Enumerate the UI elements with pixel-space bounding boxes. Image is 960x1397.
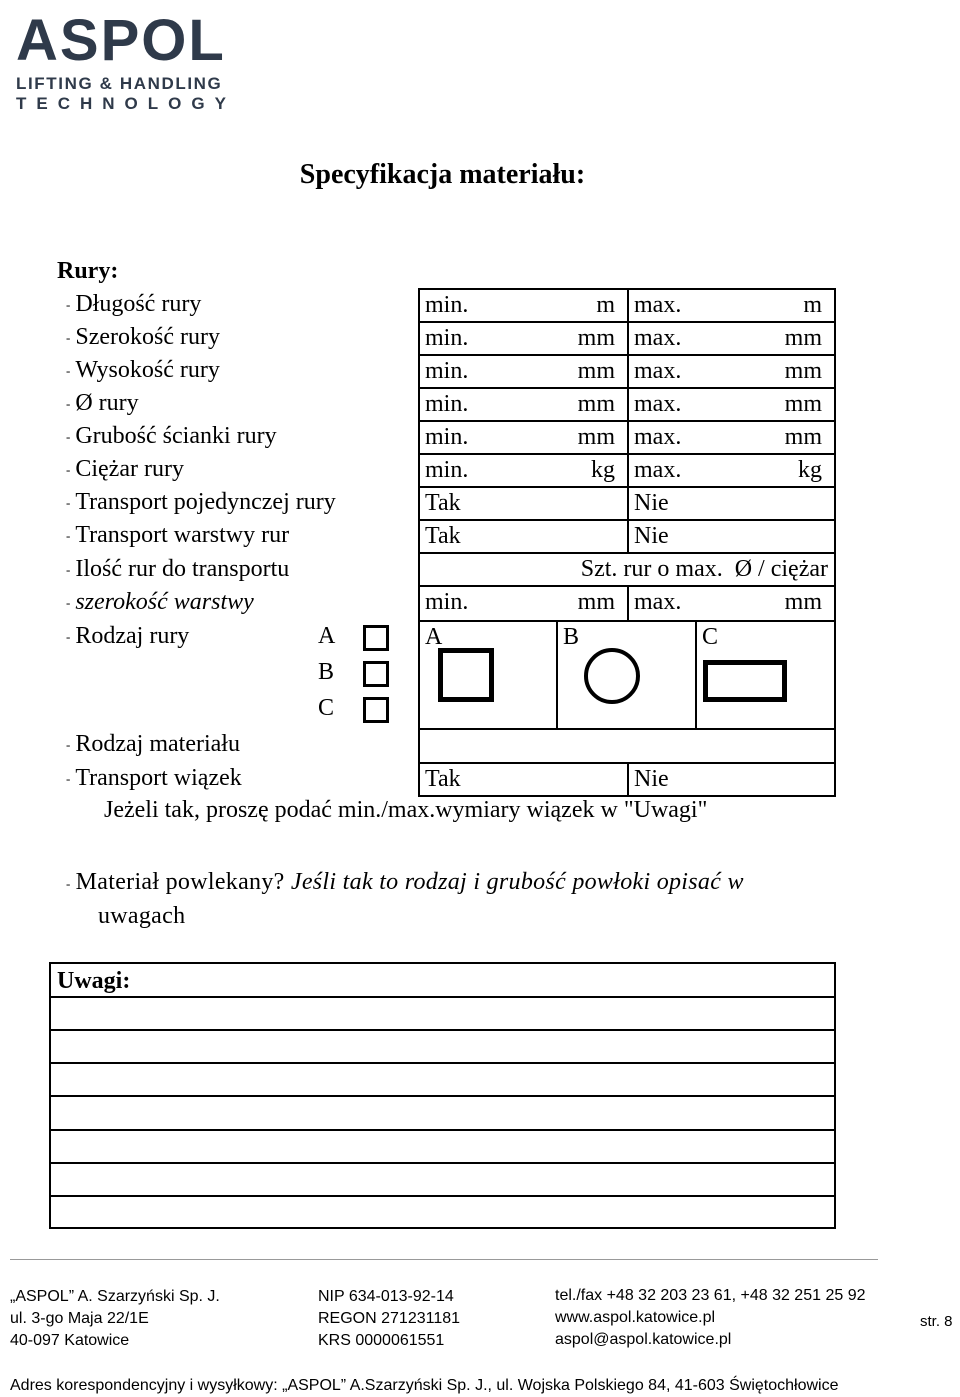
logo-tagline-2: TECHNOLOGY [16, 94, 236, 113]
footer-address: Adres korespondencyjny i wysyłkowy: „ASPOL” A.Szarzyński Sp. J., ul. Wojska Polskiego 84, 41-603 Świętochłowice [10, 1377, 839, 1394]
rectangle-shape-icon [703, 660, 787, 702]
transport-single-yes[interactable]: Tak [418, 486, 629, 521]
row-label-wysokosc: - Wysokość rury [66, 357, 220, 383]
logo-aspol: ASPOL [16, 8, 226, 73]
circle-shape-icon [584, 648, 640, 704]
square-shape-icon [438, 648, 494, 702]
uwagi-line [51, 1062, 834, 1064]
footer-phone: tel./fax +48 32 203 23 61, +48 32 251 25 92 [555, 1287, 866, 1304]
shape-letter-b: B [563, 624, 580, 650]
pipe-type-option-a-label: A [318, 623, 336, 649]
footer-nip: NIP 634-013-92-14 [318, 1288, 454, 1305]
transport-single-no[interactable]: Nie [627, 486, 836, 521]
footer-regon: REGON 271231181 [318, 1310, 461, 1327]
grubosc-min-field[interactable]: min. mm [418, 420, 629, 455]
transport-layer-yes[interactable]: Tak [418, 519, 629, 554]
coated-italic: Jeśli tak to rodzaj i grubość powłoki opisać w [290, 869, 744, 895]
uwagi-line [51, 1095, 834, 1097]
footer-company: „ASPOL” A. Szarzyński Sp. J. [10, 1288, 220, 1305]
ciezar-min-field[interactable]: min. kg [418, 453, 629, 488]
coated-line2: uwagach [98, 902, 186, 929]
row-label-dlugosc: - Długość rury [66, 291, 202, 317]
logo-tagline-1: LIFTING & HANDLING [16, 74, 223, 93]
uwagi-line [51, 1162, 834, 1164]
footer-divider [10, 1259, 878, 1260]
shape-cell-c [695, 620, 836, 730]
bundles-yes[interactable]: Tak [418, 762, 629, 797]
footer-city: 40-097 Katowice [10, 1332, 130, 1349]
shape-cell-a [418, 620, 558, 730]
uwagi-line [51, 996, 834, 998]
srednica-min-field[interactable]: min. mm [418, 387, 629, 422]
uwagi-title: Uwagi: [57, 968, 131, 994]
wysokosc-max-field[interactable]: max. mm [627, 354, 836, 389]
layer-width-max-field[interactable]: max. mm [627, 585, 836, 622]
row-label-srednica: - Ø rury [66, 390, 139, 416]
dlugosc-max-field[interactable]: max. m [627, 288, 836, 323]
shape-letter-c: C [702, 624, 719, 650]
ciezar-max-field[interactable]: max. kg [627, 453, 836, 488]
row-label-bundles: - Transport wiązek [66, 765, 242, 791]
pipe-type-checkbox-b[interactable] [363, 661, 389, 687]
quantity-field[interactable]: Szt. rur o max. Ø / ciężar [418, 552, 836, 587]
row-label-pipe-type: - Rodzaj rury [66, 623, 190, 649]
wysokosc-min-field[interactable]: min. mm [418, 354, 629, 389]
page-number: str. 8 [920, 1313, 953, 1330]
uwagi-line [51, 1129, 834, 1131]
pipe-type-option-c-label: C [318, 695, 335, 721]
layer-width-min-field[interactable]: min. mm [418, 585, 629, 622]
footer-website[interactable]: www.aspol.katowice.pl [555, 1309, 716, 1326]
dlugosc-min-field[interactable]: min. m [418, 288, 629, 323]
footer-krs: KRS 0000061551 [318, 1332, 445, 1349]
page-title: Specyfikacja materiału: [299, 159, 586, 190]
material-field[interactable] [418, 728, 836, 764]
coated-question: - Materiał powlekany? Jeśli tak to rodzaj i grubość powłoki opisać w uwagach [66, 866, 826, 933]
bundles-no[interactable]: Nie [627, 762, 836, 797]
transport-layer-no[interactable]: Nie [627, 519, 836, 554]
footer-email[interactable]: aspol@aspol.katowice.pl [555, 1331, 732, 1348]
coated-prefix: Materiał powlekany? [75, 869, 291, 895]
szerokosc-min-field[interactable]: min. mm [418, 321, 629, 356]
bundles-note: Jeżeli tak, proszę podać min./max.wymiary wiązek w "Uwagi" [104, 797, 708, 823]
row-label-grubosc: - Grubość ścianki rury [66, 423, 277, 449]
srednica-max-field[interactable]: max. mm [627, 387, 836, 422]
row-label-transport-single: - Transport pojedynczej rury [66, 489, 336, 515]
row-label-quantity: - Ilość rur do transportu [66, 556, 290, 582]
row-label-szerokosc: - Szerokość rury [66, 324, 220, 350]
shape-cell-b [556, 620, 697, 730]
szerokosc-max-field[interactable]: max. mm [627, 321, 836, 356]
grubosc-max-field[interactable]: max. mm [627, 420, 836, 455]
row-label-layer-width: - szerokość warstwy [66, 589, 254, 615]
uwagi-line [51, 1195, 834, 1197]
uwagi-line [51, 1029, 834, 1031]
footer-street: ul. 3-go Maja 22/1E [10, 1310, 149, 1327]
uwagi-box[interactable] [49, 962, 836, 1229]
pipe-type-checkbox-a[interactable] [363, 625, 389, 651]
pipe-type-checkbox-c[interactable] [363, 697, 389, 723]
row-label-material: - Rodzaj materiału [66, 731, 240, 757]
shape-letter-a: A [425, 624, 443, 650]
row-label-transport-layer: - Transport warstwy rur [66, 522, 290, 548]
row-label-ciezar: - Ciężar rury [66, 456, 184, 482]
pipe-type-option-b-label: B [318, 659, 335, 685]
section-title-rury: Rury: [57, 258, 119, 284]
